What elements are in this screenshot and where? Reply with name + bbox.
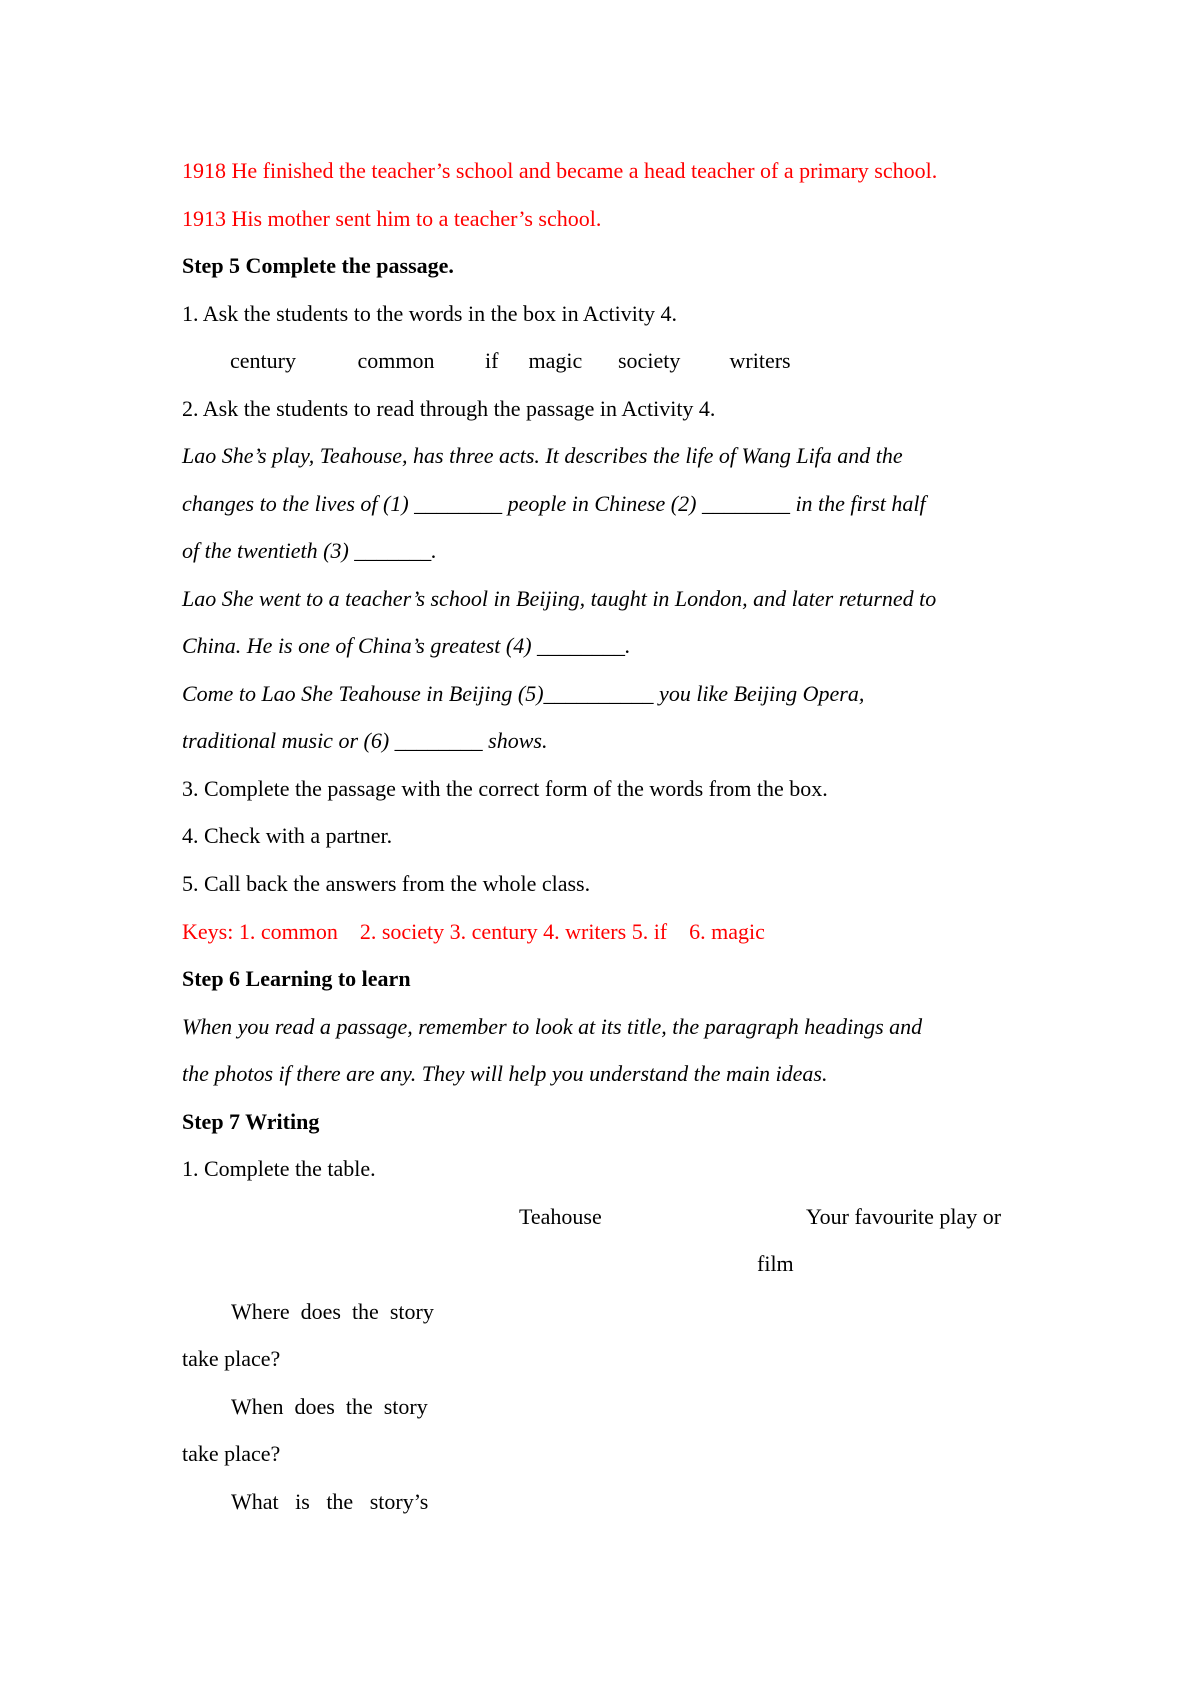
passage-line-4: Lao She went to a teacher’s school in Beijing, taught in London, and later returned to [182, 586, 937, 611]
passage-line-3: of the twentieth (3) _______. [182, 538, 437, 563]
table-row-when: When does the story [231, 1394, 428, 1419]
step5-heading: Step 5 Complete the passage. [182, 253, 454, 278]
step5-item-3: 3. Complete the passage with the correct form of the words from the box. [182, 776, 828, 801]
step7-heading: Step 7 Writing [182, 1109, 320, 1134]
word-if: if [485, 348, 499, 373]
word-century: century [230, 348, 296, 373]
word-society: society [618, 348, 681, 373]
answer-keys: Keys: 1. common 2. society 3. century 4. writers 5. if 6. magic [182, 919, 765, 944]
step5-item-4: 4. Check with a partner. [182, 823, 393, 848]
table-header-favourite: Your favourite play or [806, 1204, 1002, 1229]
timeline-1913: 1913 His mother sent him to a teacher’s school. [182, 206, 602, 231]
table-row-where: Where does the story [231, 1299, 434, 1324]
passage-line-1: Lao She’s play, Teahouse, has three acts. It describes the life of Wang Lifa and the [182, 443, 903, 468]
table-header-teahouse: Teahouse [519, 1204, 602, 1229]
timeline-1918: 1918 He finished the teacher’s school and became a head teacher of a primary school. [182, 158, 938, 183]
step6-text-line-2: the photos if there are any. They will help you understand the main ideas. [182, 1061, 828, 1086]
step7-item-1: 1. Complete the table. [182, 1156, 376, 1181]
table-row-what: What is the story’s [231, 1489, 429, 1514]
step6-heading: Step 6 Learning to learn [182, 966, 411, 991]
passage-line-7: traditional music or (6) ________ shows. [182, 728, 548, 753]
table-row-when-cont: take place? [182, 1441, 281, 1466]
passage-line-6: Come to Lao She Teahouse in Beijing (5)__________ you like Beijing Opera, [182, 681, 865, 706]
table-header-favourite-cont: film [757, 1251, 794, 1276]
step6-text-line-1: When you read a passage, remember to look at its title, the paragraph headings and [182, 1014, 923, 1039]
word-writers: writers [729, 348, 791, 373]
passage-line-5: China. He is one of China’s greatest (4) ________. [182, 633, 631, 658]
word-magic: magic [528, 348, 583, 373]
step5-item-5: 5. Call back the answers from the whole class. [182, 871, 591, 896]
step5-item-2: 2. Ask the students to read through the passage in Activity 4. [182, 396, 716, 421]
table-row-where-cont: take place? [182, 1346, 281, 1371]
passage-line-2: changes to the lives of (1) ________ people in Chinese (2) ________ in the first half [182, 491, 926, 516]
word-box [230, 346, 791, 376]
word-common: common [357, 348, 435, 373]
step5-item-1: 1. Ask the students to the words in the box in Activity 4. [182, 301, 677, 326]
